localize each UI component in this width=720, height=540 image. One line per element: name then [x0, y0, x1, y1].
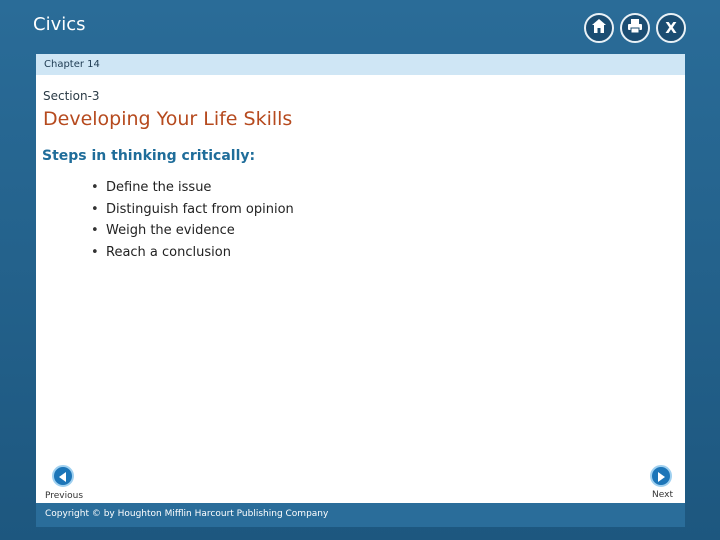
slide-content: [36, 75, 685, 503]
print-button[interactable]: [620, 13, 650, 43]
next-arrow-icon: [656, 467, 666, 486]
bullet-icon: •: [91, 223, 99, 238]
home-button[interactable]: [584, 13, 614, 43]
list-item: • Distinguish fact from opinion: [91, 199, 294, 221]
list-item: • Define the issue: [91, 177, 294, 199]
list-item: • Reach a conclusion: [91, 242, 294, 264]
close-button[interactable]: [656, 13, 686, 43]
close-icon: X: [665, 19, 677, 37]
next-button[interactable]: [650, 465, 672, 487]
previous-label[interactable]: Previous: [45, 491, 84, 501]
bullet-icon: •: [91, 244, 99, 260]
previous-arrow-icon: [58, 467, 68, 486]
chapter-label: Chapter 14: [36, 54, 685, 75]
page-title: Developing Your Life Skills: [43, 108, 293, 130]
bullet-list: [91, 177, 294, 263]
previous-button[interactable]: [52, 465, 74, 487]
list-item: • Weigh the evidence: [91, 220, 294, 242]
bullet-icon: •: [91, 201, 99, 217]
copyright-footer: Copyright © by Houghton Mifflin Harcourt Publishing Company: [36, 503, 685, 527]
app-title: Civics: [33, 14, 86, 35]
toolbar: [584, 13, 686, 43]
home-icon: [591, 18, 607, 38]
slide-subheading: Steps in thinking critically:: [42, 148, 256, 164]
next-label[interactable]: Next: [652, 490, 673, 500]
bullet-icon: •: [91, 180, 99, 195]
print-icon: [627, 18, 643, 38]
section-label: Section-3: [43, 89, 100, 103]
